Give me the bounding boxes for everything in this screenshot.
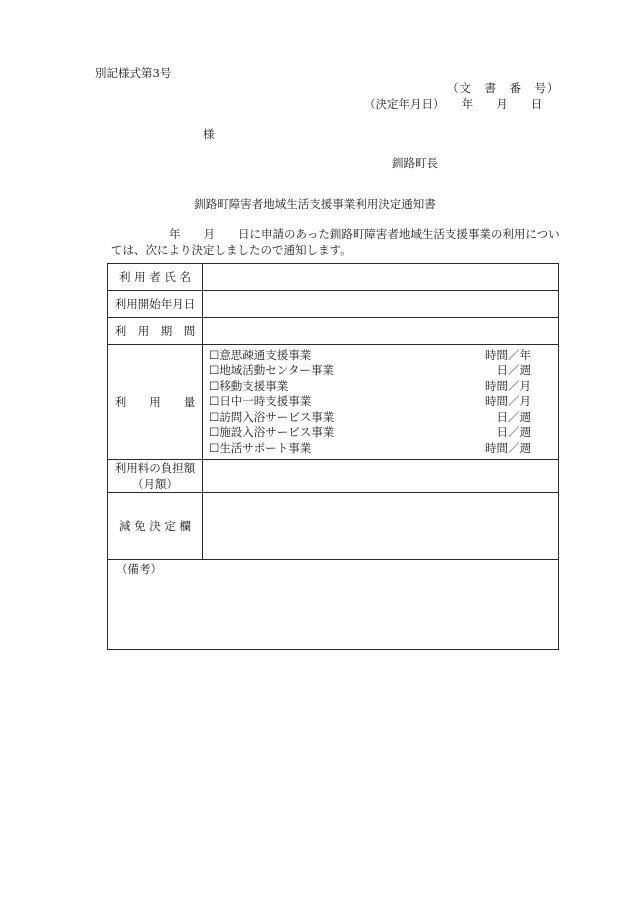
service-item [203, 410, 558, 426]
decision-date: （決定年月日） 年 月 日 [364, 97, 543, 111]
addressee-suffix: 様 [203, 127, 215, 141]
service-item [203, 425, 558, 441]
service-unit: 時間／年 [485, 347, 531, 362]
user-name-row [108, 264, 559, 291]
checkbox-icon[interactable]: ☐ [209, 347, 220, 362]
start-date-label: 利用開始年月日 [108, 291, 203, 318]
start-date-row [108, 291, 559, 318]
service-unit: 時間／月 [485, 394, 531, 409]
form-number: 別記様式第3号 [95, 66, 172, 80]
exemption-row [108, 493, 559, 560]
service-unit: 時間／月 [485, 378, 531, 393]
user-name-field [203, 264, 559, 291]
remarks-label: （備考） [116, 562, 162, 576]
service-item [203, 363, 558, 379]
user-name-label: 利 用 者 氏 名 [108, 264, 203, 291]
service-unit: 日／週 [496, 363, 531, 378]
fee-field [203, 460, 559, 493]
checkbox-icon[interactable]: ☐ [209, 394, 220, 409]
checkbox-icon[interactable]: ☐ [209, 425, 220, 440]
document-number: （文 書 番 号） [447, 81, 560, 95]
checkbox-icon[interactable]: ☐ [209, 409, 220, 424]
body-text-line-2: ては、次により決定しましたので通知します。 [111, 243, 352, 257]
service-name: 地域活動センター事業 [219, 363, 334, 378]
issuer-name: 釧路町長 [392, 156, 438, 170]
decision-table [107, 263, 559, 650]
exemption-field [203, 493, 559, 560]
exemption-label: 減 免 決 定 欄 [108, 493, 203, 560]
fee-label-line-2: （月額） [132, 477, 178, 491]
fee-label [108, 460, 203, 493]
service-name: 移動支援事業 [219, 378, 289, 393]
service-item [203, 441, 558, 457]
service-item [203, 348, 558, 364]
service-list [203, 345, 559, 460]
service-name: 訪問入浴サービス事業 [219, 409, 335, 424]
remarks-row [108, 560, 559, 650]
service-name: 生活サポート事業 [219, 440, 312, 455]
service-name: 施設入浴サービス事業 [219, 425, 335, 440]
checkbox-icon[interactable]: ☐ [209, 378, 220, 393]
service-name: 意思疎通支援事業 [219, 347, 312, 362]
period-label: 利 用 期 間 [108, 318, 203, 345]
fee-label-line-1: 利用料の負担額 [114, 461, 196, 475]
remarks-cell [108, 560, 559, 650]
service-unit: 日／週 [496, 409, 531, 424]
document-title: 釧路町障害者地域生活支援事業利用決定通知書 [194, 197, 436, 211]
service-item [203, 379, 558, 395]
amount-label: 利 用 量 [108, 345, 203, 460]
service-unit: 日／週 [496, 425, 531, 440]
period-field [203, 318, 559, 345]
start-date-field [203, 291, 559, 318]
body-text-line-1: 年 月 日に申請のあった釧路町障害者地域生活支援事業の利用につい [169, 227, 560, 241]
checkbox-icon[interactable]: ☐ [209, 363, 220, 378]
service-item [203, 394, 558, 410]
period-row [108, 318, 559, 345]
service-unit: 時間／週 [485, 440, 531, 455]
service-name: 日中一時支援事業 [219, 394, 312, 409]
fee-row [108, 460, 559, 493]
checkbox-icon[interactable]: ☐ [209, 440, 220, 455]
amount-row [108, 345, 559, 460]
